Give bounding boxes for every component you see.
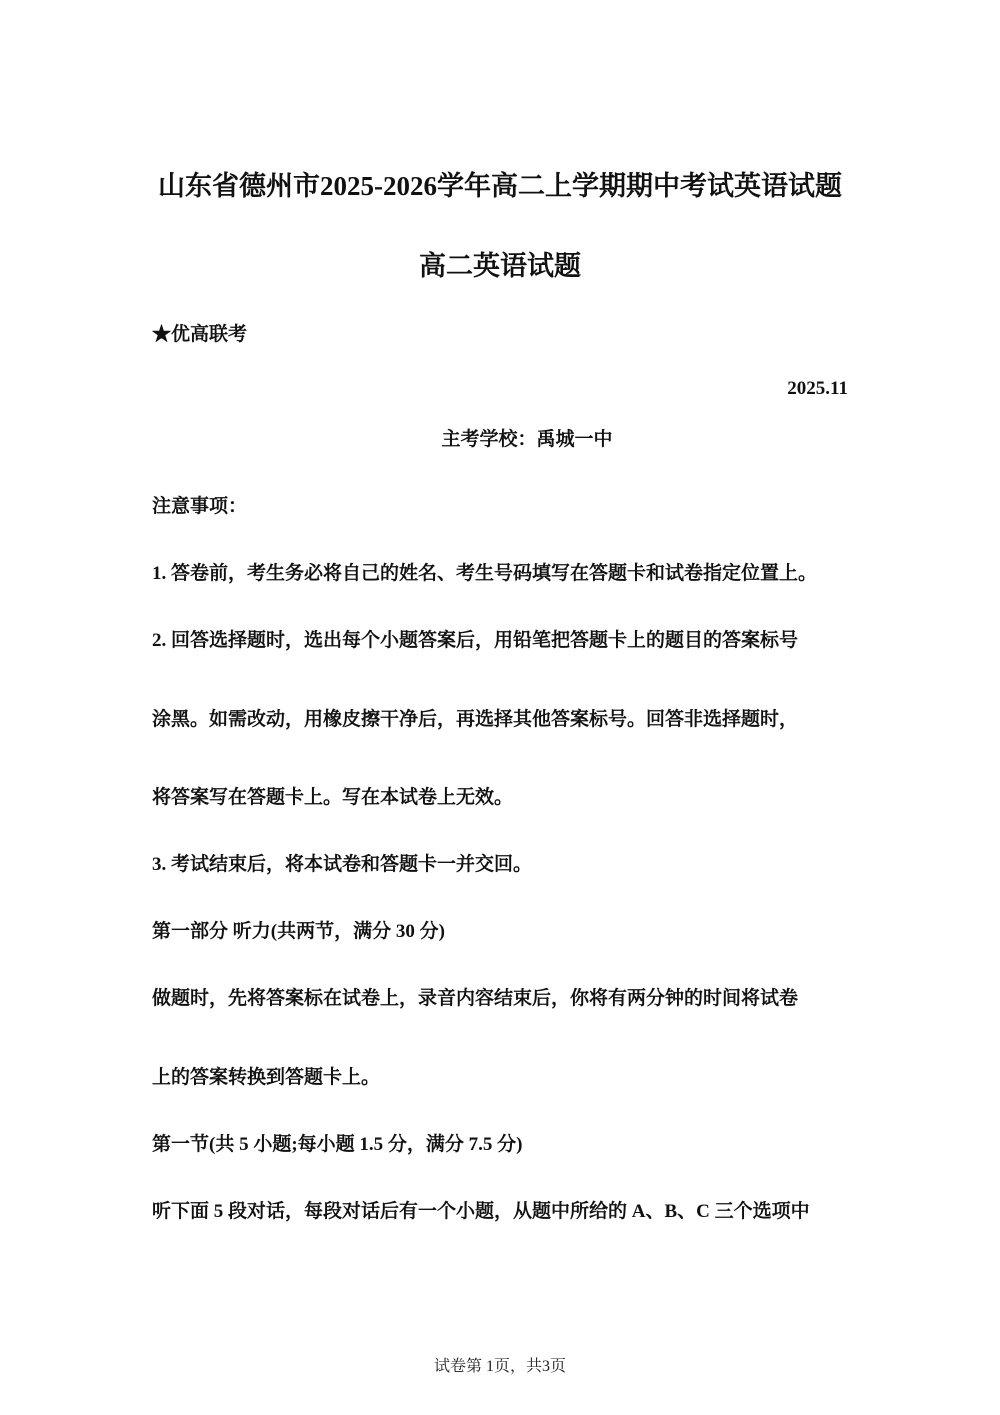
document-subtitle: 高二英语试题	[419, 251, 581, 281]
notice-item-1: 1. 答卷前，考生务必将自己的姓名、考生号码填写在答题卡和试卷指定位置上。	[152, 563, 818, 584]
notice-item-2-line-1: 2. 回答选择题时，选出每个小题答案后，用铅笔把答题卡上的题目的答案标号	[152, 630, 799, 651]
notice-item-3: 3. 考试结束后，将本试卷和答题卡一并交回。	[152, 854, 533, 875]
notice-item-2-line-2: 涂黑。如需改动，用橡皮擦干净后，再选择其他答案标号。回答非选择题时，	[152, 709, 799, 730]
part1-instruction-line-2: 上的答案转换到答题卡上。	[152, 1067, 381, 1088]
page-footer: 试卷第 1页，共3页	[433, 1358, 566, 1375]
notice-heading: 注意事项：	[152, 496, 248, 517]
part1-instruction-line-1: 做题时，先将答案标在试卷上，录音内容结束后，你将有两分钟的时间将试卷	[152, 988, 799, 1009]
exam-tag: ★优高联考	[152, 324, 248, 345]
part1-heading: 第一部分 听力(共两节，满分 30 分)	[152, 921, 445, 942]
document-title: 山东省德州市2025-2026学年高二上学期期中考试英语试题	[158, 171, 842, 201]
host-school: 主考学校：禹城一中	[441, 429, 613, 450]
section1-instruction-line-1: 听下面 5 段对话，每段对话后有一个小题，从题中所给的 A、B、C 三个选项中	[152, 1201, 810, 1222]
section1-heading: 第一节(共 5 小题;每小题 1.5 分，满分 7.5 分)	[152, 1134, 523, 1155]
exam-date: 2025.11	[787, 378, 848, 399]
notice-item-2-line-3: 将答案写在答题卡上。写在本试卷上无效。	[152, 787, 514, 808]
